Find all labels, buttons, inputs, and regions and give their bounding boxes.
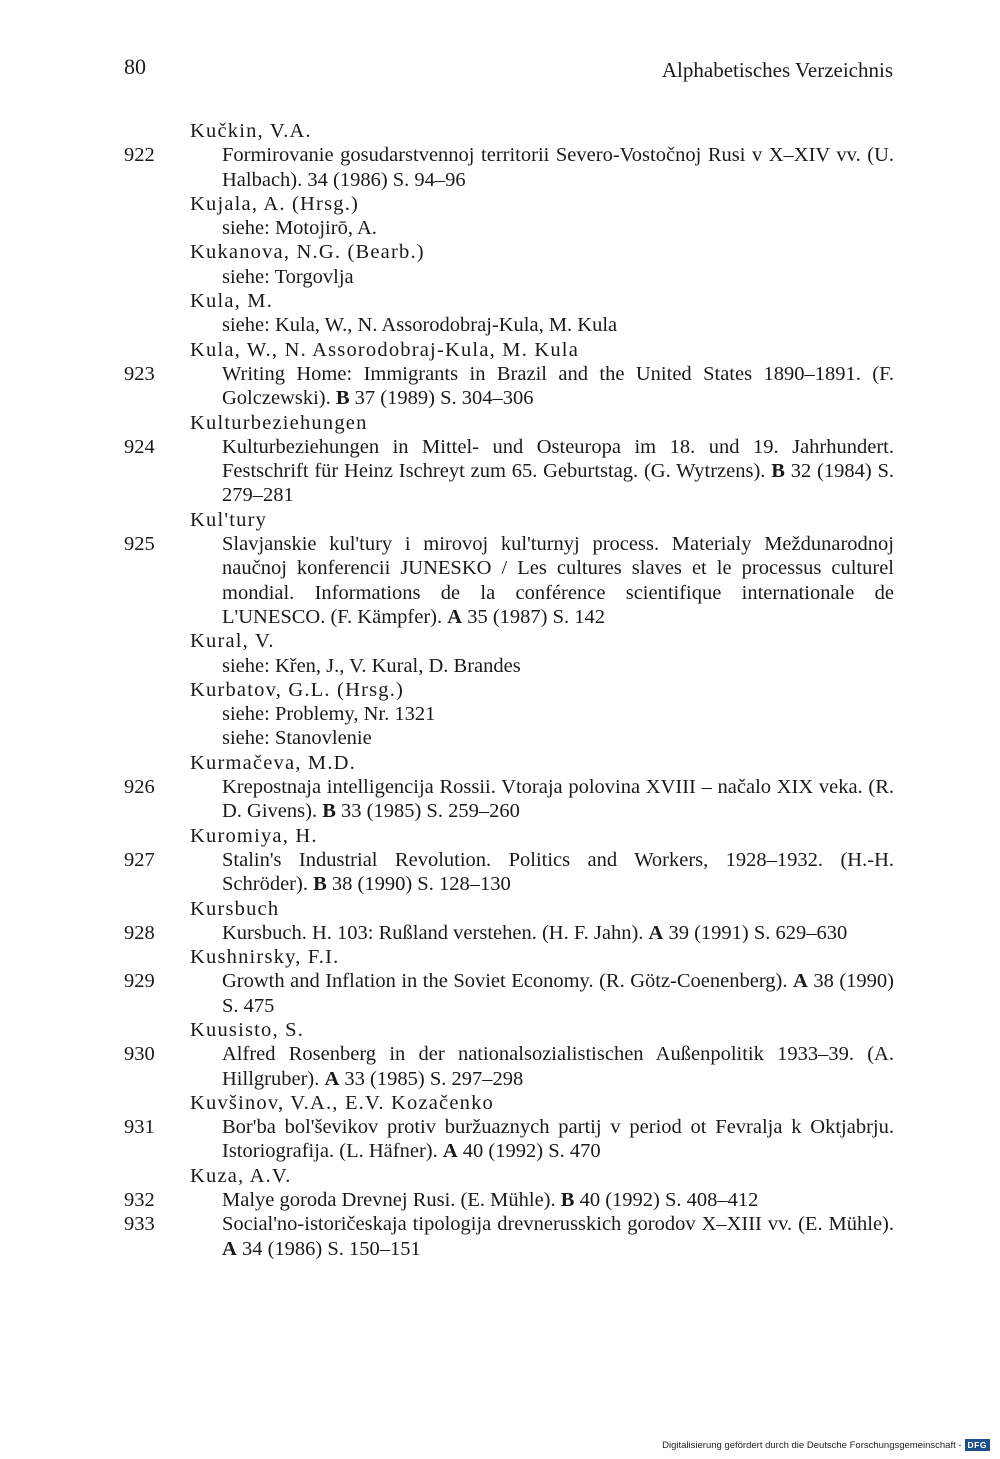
entry-text-part: 35 (1987) S. 142 — [462, 605, 605, 628]
entry-text-part: Growth and Inflation in the Soviet Economy. (R. Götz-Coenenberg). — [222, 970, 794, 993]
author-heading: Kurmačeva, M.D. — [190, 751, 357, 774]
footer — [662, 1439, 990, 1451]
index-entry — [124, 1115, 894, 1164]
entry-text-part: 40 (1992) S. 408–412 — [574, 1189, 759, 1212]
entry-text-part: Bor'ba bol'ševikov protiv buržuaznych partij v period ot Fevralja k Oktjabrju. Istoriografija. (L. Häfner). — [222, 1116, 894, 1163]
entry-text — [222, 435, 894, 508]
entry-text — [222, 532, 894, 629]
entry-number: 922 — [124, 144, 155, 167]
section-marker: B — [313, 873, 327, 896]
section-marker: A — [324, 1067, 340, 1090]
entry-text-part: 39 (1991) S. 629–630 — [663, 921, 848, 944]
see-reference: siehe: Stanovlenie — [222, 727, 372, 750]
index-body — [124, 119, 894, 1261]
entry-number: 931 — [124, 1116, 155, 1139]
index-entry — [124, 848, 894, 897]
entry-text-part: 37 (1989) S. 304–306 — [349, 387, 534, 410]
author-heading: Kul'tury — [190, 508, 268, 531]
entry-text-part: 38 (1990) S. 475 — [222, 970, 894, 1017]
section-marker: A — [793, 970, 808, 993]
entry-number: 925 — [124, 533, 155, 556]
index-entry — [124, 435, 894, 508]
section-marker: B — [322, 800, 336, 823]
entry-text-part: Alfred Rosenberg in der nationalsozialistischen Außenpolitik 1933–39. (A. Hillgruber). — [222, 1043, 894, 1090]
entry-number: 932 — [124, 1189, 155, 1212]
entry-text-part: Slavjanskie kul'tury i mirovoj kul'turnyj process. Materialy Meždunarodnoj naučnoj konferencii JUNESKO / Les cultures slaves et le processus culturel mondial. Informations de la conférence scientifique internationale de L'UNESCO. (F. Kämpfer). — [222, 533, 894, 628]
index-entry — [124, 143, 894, 192]
author-heading: Kuza, A.V. — [190, 1164, 292, 1187]
author-heading: Kujala, A. (Hrsg.) — [190, 192, 360, 215]
entry-number: 927 — [124, 848, 155, 871]
author-heading: Kursbuch — [190, 897, 280, 920]
entry-text-part: 34 (1986) S. 150–151 — [236, 1237, 421, 1260]
section-marker: B — [335, 387, 350, 410]
entry-text-part: Kursbuch. H. 103: Rußland verstehen. (H. F. Jahn). — [222, 921, 649, 944]
entry-text — [222, 143, 894, 192]
entry-text-part: Formirovanie gosudarstvennoj territorii Severo-Vostočnoj Rusi v X–XIV vv. (U. Halbach). 34 (1986) S. 94–96 — [222, 144, 894, 191]
index-entry — [124, 1212, 894, 1261]
author-heading: Kučkin, V.A. — [190, 120, 312, 142]
section-marker: A — [222, 1237, 237, 1260]
entry-text — [222, 775, 894, 824]
index-entry — [124, 532, 894, 629]
author-heading: Kuvšinov, V.A., E.V. Kozačenko — [190, 1091, 495, 1114]
index-entry — [124, 1042, 894, 1091]
author-heading: Kuromiya, H. — [190, 824, 318, 847]
author-heading: Kuusisto, S. — [190, 1018, 305, 1041]
section-marker: A — [442, 1140, 458, 1163]
entry-text — [222, 969, 894, 1018]
footer-credit: Digitalisierung gefördert durch die Deutsche Forschungsgemeinschaft - — [662, 1439, 962, 1451]
entry-number: 928 — [124, 921, 155, 944]
entry-text-part: 38 (1990) S. 128–130 — [326, 873, 511, 896]
entry-text — [222, 1188, 894, 1212]
page-number: 80 — [124, 54, 146, 79]
entry-text-part: Kulturbeziehungen in Mittel- und Osteuropa im 18. und 19. Jahrhundert. Festschrift für Heinz Ischreyt zum 65. Geburtstag. (G. Wytrzens). — [222, 435, 894, 483]
entry-number: 933 — [124, 1213, 155, 1236]
author-heading: Kukanova, N.G. (Bearb.) — [190, 241, 425, 264]
entry-text — [222, 1115, 894, 1164]
author-heading: Kurbatov, G.L. (Hrsg.) — [190, 678, 405, 701]
author-heading: Kula, W., N. Assorodobraj-Kula, M. Kula — [190, 338, 580, 361]
author-heading: Kural, V. — [190, 630, 275, 653]
index-entry — [124, 969, 894, 1018]
entry-text-part: Stalin's Industrial Revolution. Politics and Workers, 1928–1932. (H.-H. Schröder). — [222, 848, 894, 896]
entry-text-part: 32 (1984) S. 279–281 — [222, 460, 894, 507]
index-entry — [124, 1188, 894, 1212]
see-reference: siehe: Křen, J., V. Kural, D. Brandes — [222, 654, 521, 677]
index-entry — [124, 921, 894, 945]
entry-text-part: 40 (1992) S. 470 — [457, 1140, 601, 1163]
entry-number: 923 — [124, 362, 155, 385]
section-marker: A — [648, 921, 664, 944]
index-entry — [124, 362, 894, 411]
dfg-logo: DFG — [965, 1439, 990, 1451]
index-entry — [124, 775, 894, 824]
entry-text — [222, 1212, 894, 1261]
entry-text-part: Writing Home: Immigrants in Brazil and the United States 1890–1891. (F. Golczewski). — [222, 362, 894, 410]
entry-number: 926 — [124, 776, 155, 799]
entry-text — [222, 1042, 894, 1091]
author-heading: Kula, M. — [190, 290, 274, 313]
entry-text — [222, 848, 894, 897]
entry-text-part: 33 (1985) S. 259–260 — [335, 800, 520, 823]
section-marker: B — [771, 460, 785, 483]
see-reference: siehe: Kula, W., N. Assorodobraj-Kula, M. Kula — [222, 314, 618, 337]
entry-text-part: Social'no-istoričeskaja tipologija drevnerusskich gorodov X–XIII vv. (E. Mühle). — [222, 1213, 894, 1236]
see-reference: siehe: Motojirō, A. — [222, 217, 377, 240]
running-head: Alphabetisches Verzeichnis — [661, 58, 893, 82]
entry-text — [222, 921, 894, 945]
entry-text-part: Krepostnaja intelligencija Rossii. Vtoraja polovina XVIII – načalo XIX veka. (R. D. Givens). — [222, 776, 894, 823]
entry-number: 924 — [124, 435, 155, 458]
entry-text-part: Malye goroda Drevnej Rusi. (E. Mühle). — [222, 1189, 561, 1212]
section-marker: B — [560, 1189, 575, 1212]
see-reference: siehe: Problemy, Nr. 1321 — [222, 703, 436, 726]
entry-number: 929 — [124, 970, 155, 993]
entry-number: 930 — [124, 1043, 155, 1066]
entry-text-part: 33 (1985) S. 297–298 — [339, 1067, 524, 1090]
section-marker: A — [447, 605, 463, 628]
author-heading: Kushnirsky, F.I. — [190, 946, 340, 969]
see-reference: siehe: Torgovlja — [222, 265, 354, 288]
author-heading: Kulturbeziehungen — [190, 411, 368, 434]
entry-text — [222, 362, 894, 411]
